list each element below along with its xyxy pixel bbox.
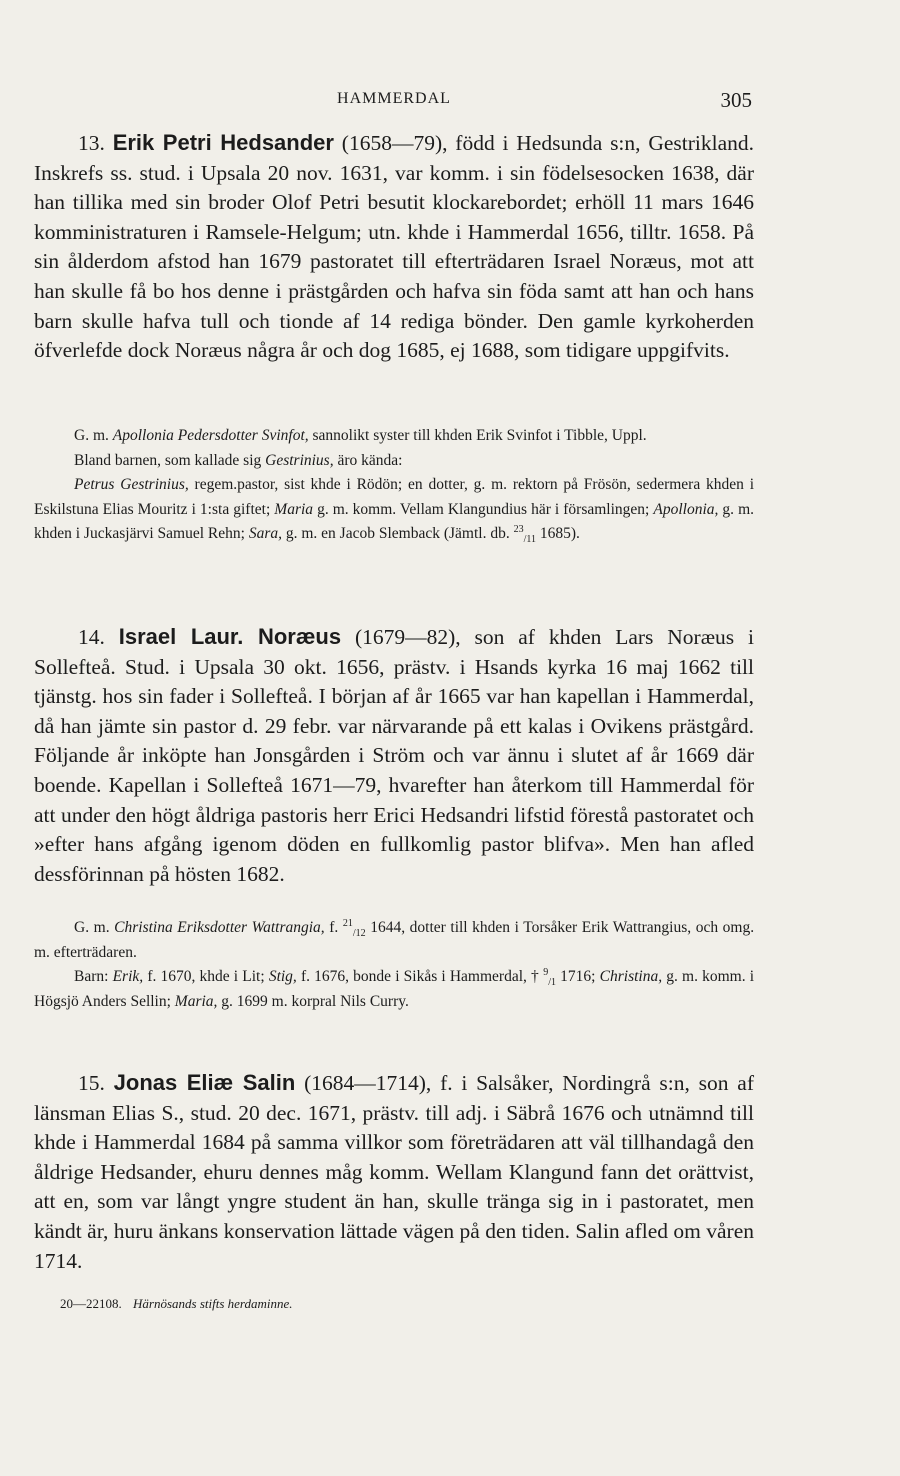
footer-title: Härnösands stifts herdaminne. [133, 1296, 293, 1311]
entry-13-notes [34, 424, 754, 547]
date-subscript: /11 [523, 534, 536, 546]
note-name: Stig, [268, 968, 297, 986]
entry-15-years: (1684—1714), [304, 1071, 432, 1095]
entry-14-years: (1679—82), [354, 625, 461, 649]
note-text: 1644, dotter till khden i Torsåker Erik Wattrangius, och omg. m. efterträdaren. [34, 919, 755, 961]
date-subscript: /12 [352, 928, 366, 940]
note-text: äro kända: [337, 451, 403, 469]
note-text: g. m. khden i Juckasjärvi Samuel Rehn; [34, 500, 755, 543]
note-text: regem.pastor, sist khde i Rödön; en dotter, g. m. rektorn på Frösön, sedermera khden i Eskilstuna Elias Mouritz i 1:sta giftet; [34, 476, 754, 518]
entry-15-text: f. i Salsåker, Nordingrå s:n, son af länsman Elias S., stud. 20 dec. 1671, prästv. till adj. i Säbrå 1676 och utnämnd till khde i Hammerdal 1684 på samma villkor som företrädaren att väl tillhandagå den åldrige Hedsander, ehuru dennes måg komm. Wellam Klangund fann det orättvist, att en, som var långt yngre student än han, skulle tränga sig in i pastoratet, men kändt är, huru änkans konservation lättade vägen på den tiden. Salin afled om våren 1714. [34, 1071, 755, 1273]
note-text: g. m. komm. i Högsjö Anders Sellin; [34, 968, 755, 1010]
note-text: 1685). [539, 525, 580, 543]
entry-14-number: 14. [78, 625, 105, 649]
entry-14-text: son af khden Lars Noræus i Sollefteå. Stud. i Upsala 30 okt. 1656, prästv. i Hsands kyrka 16 maj 1662 till tjänstg. hos sin fader i Sollefteå. I början af år 1665 var han kapellan i Hammerdal, då han jämte sin pastor d. 29 febr. var närvarande på ett kalas i Ovikens prästgård. Följande år inköpte han Jonsgården i Ström och var ännu i slutet af år 1669 där boende. Kapellan i Sollefteå 1671—79, hvarefter han återkom till Hammerdal för att under den högt åldriga pastoris herr Erici Hedsandri lifstid förestå pastoratet och »efter hans afgång igenom döden en fullkomlig pastor blifva». Men han afled dessförinnan på hösten 1682. [34, 625, 754, 886]
note-name: Petrus Gestrinius, [74, 476, 189, 494]
page-number: 305 [720, 88, 752, 112]
note-text: f. 1676, bonde i Sikås i Hammerdal, † [300, 968, 544, 986]
date-subscript: /1 [548, 977, 557, 989]
note-text: g. m. komm. Vellam Klangundius här i församlingen; [317, 500, 650, 518]
note-name: Erik, [112, 968, 144, 986]
note-text: Bland barnen, som kallade sig [74, 451, 262, 469]
note-name: Apollonia, [653, 500, 719, 518]
page-footer [60, 1296, 293, 1312]
entry-15-number: 15. [78, 1071, 105, 1095]
entry-14-paragraph [34, 622, 754, 889]
note-name: Apollonia Pedersdotter Svinfot, [112, 427, 309, 444]
entry-13-note-3 [34, 473, 754, 547]
note-text: G. m. [74, 919, 110, 936]
note-text: 1716; [560, 968, 596, 986]
entry-14-note-2 [34, 965, 754, 1014]
entry-14-note-1 [34, 916, 754, 965]
note-text: f. 1670, khde i Lit; [147, 968, 265, 986]
note-text: f. [329, 919, 339, 936]
note-text: sannolikt syster till khden Erik Svinfot i Tibble, Uppl. [312, 427, 647, 444]
entry-14-notes [34, 916, 754, 1014]
note-name: Gestrinius, [265, 451, 334, 469]
note-name: Christina, [599, 968, 663, 986]
date-superscript: 23 [513, 524, 524, 536]
entry-13-text: född i Hedsunda s:n, Gestrikland. Inskrefs ss. stud. i Upsala 20 nov. 1631, var komm. i sin födelsesocken 1638, där han tillika med sin broder Olof Petri besutit klockarebordet; erhöll 11 mars 1646 komministraturen i Ramsele-Helgum; utn. khde i Hammerdal 1656, tilltr. 1658. På sin ålderdom afstod han 1679 pastoratet till efterträdaren Israel Noræus, mot att han skulle få bo hos denne i prästgården och hafva sin föda samt att han och hans barn skulle hafva tull och tionde af 14 rediga bönder. Den gamle kyrkoherden öfverlefde dock Noræus några år och dog 1685, ej 1688, som tidigare uppgifvits. [34, 131, 755, 363]
entry-13-note-2 [34, 449, 754, 474]
entry-13-years: (1658—79), [341, 131, 448, 155]
footer-code: 20—22108. [60, 1296, 122, 1311]
entry-13 [34, 128, 754, 366]
note-text: g. m. en Jacob Slemback (Jämtl. db. [285, 525, 510, 543]
entry-13-paragraph [34, 128, 754, 366]
note-text: Barn: [74, 968, 109, 986]
date-superscript: 9 [543, 967, 549, 979]
note-name: Sara, [248, 525, 282, 543]
entry-13-name: Erik Petri Hedsander [112, 130, 334, 155]
date-superscript: 21 [342, 917, 353, 929]
entry-13-note-1 [34, 424, 754, 449]
entry-15-name: Jonas Eliæ Salin [113, 1070, 296, 1095]
entry-14-name: Israel Laur. Noræus [118, 624, 342, 649]
entry-15 [34, 1068, 754, 1276]
note-name: Christina Eriksdotter Wattrangia, [114, 919, 325, 936]
entry-15-paragraph [34, 1068, 754, 1276]
entry-13-number: 13. [78, 131, 105, 155]
entry-14 [34, 622, 754, 889]
note-text: G. m. [74, 427, 109, 444]
note-name: Maria, [174, 992, 218, 1010]
note-name: Maria [274, 500, 314, 518]
running-title: HAMMERDAL [337, 90, 451, 107]
running-head [34, 88, 754, 112]
note-text: g. 1699 m. korpral Nils Curry. [221, 992, 409, 1010]
